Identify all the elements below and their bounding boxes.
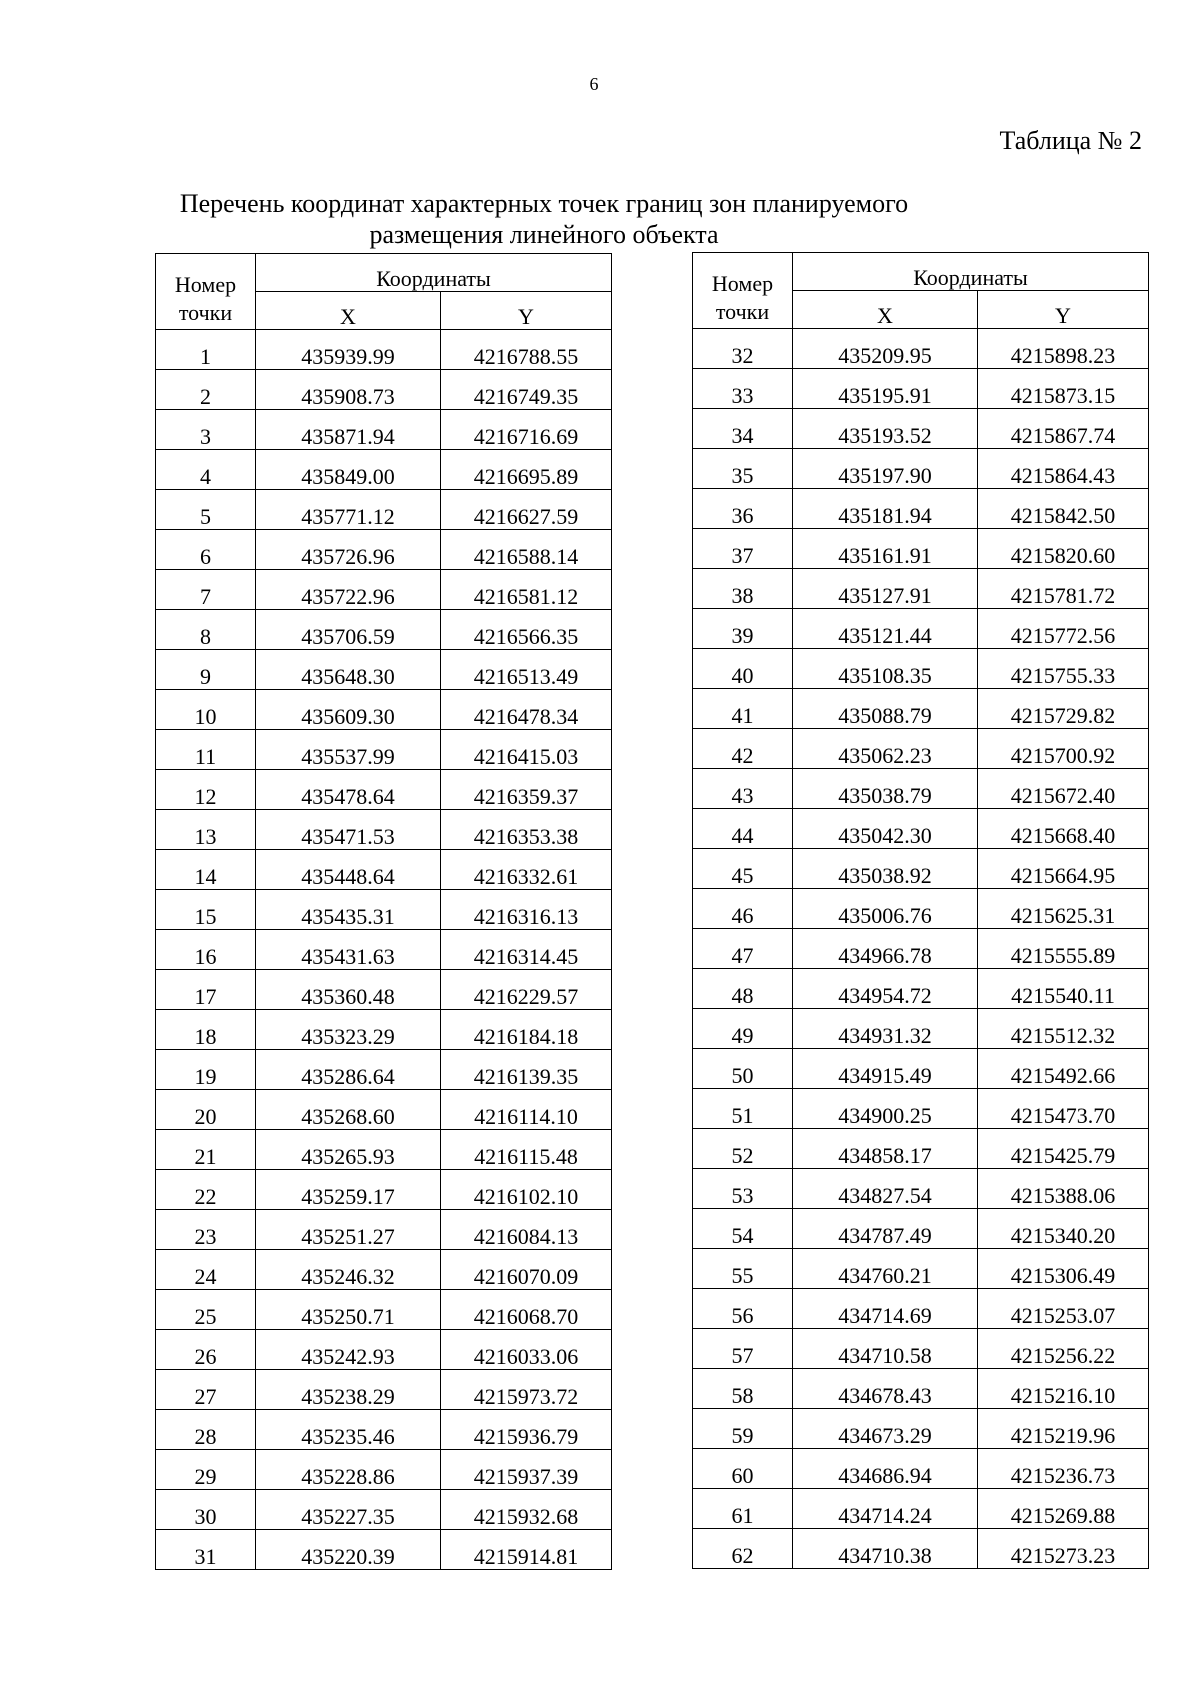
table-row <box>693 1409 1149 1449</box>
point-number-cell: 17 <box>156 970 256 1010</box>
y-coordinate-cell: 4215625.31 <box>978 889 1149 929</box>
table-row <box>156 810 612 850</box>
x-coordinate-cell: 435323.29 <box>256 1010 441 1050</box>
x-coordinate-cell: 434710.38 <box>793 1529 978 1569</box>
table-row <box>156 370 612 410</box>
table-row <box>156 490 612 530</box>
point-number-cell: 53 <box>693 1169 793 1209</box>
point-number-cell: 61 <box>693 1489 793 1529</box>
point-number-cell: 1 <box>156 330 256 370</box>
table-row <box>693 529 1149 569</box>
y-coordinate-cell: 4215555.89 <box>978 929 1149 969</box>
table-row <box>693 809 1149 849</box>
point-number-cell: 4 <box>156 450 256 490</box>
table-row <box>156 1450 612 1490</box>
table-row <box>693 1369 1149 1409</box>
y-coordinate-cell: 4215340.20 <box>978 1209 1149 1249</box>
page-number: 6 <box>589 74 599 94</box>
point-number-cell: 3 <box>156 410 256 450</box>
y-coordinate-cell: 4216033.06 <box>441 1330 612 1370</box>
x-coordinate-cell: 434858.17 <box>793 1129 978 1169</box>
x-coordinate-cell: 435238.29 <box>256 1370 441 1410</box>
x-coordinate-cell: 435251.27 <box>256 1210 441 1250</box>
x-coordinate-cell: 435478.64 <box>256 770 441 810</box>
x-coordinate-cell: 435286.64 <box>256 1050 441 1090</box>
y-coordinate-cell: 4215781.72 <box>978 569 1149 609</box>
x-coordinate-cell: 435220.39 <box>256 1530 441 1570</box>
x-coordinate-cell: 435471.53 <box>256 810 441 850</box>
x-coordinate-cell: 434787.49 <box>793 1209 978 1249</box>
point-number-cell: 34 <box>693 409 793 449</box>
point-number-header <box>693 253 793 329</box>
x-coordinate-cell: 435849.00 <box>256 450 441 490</box>
point-number-cell: 54 <box>693 1209 793 1249</box>
y-coordinate-cell: 4215755.33 <box>978 649 1149 689</box>
table-row <box>156 930 612 970</box>
table-row <box>156 970 612 1010</box>
point-number-cell: 38 <box>693 569 793 609</box>
y-coordinate-cell: 4216332.61 <box>441 850 612 890</box>
table-body-left <box>156 330 612 1570</box>
table-row <box>156 1410 612 1450</box>
x-coordinate-cell: 434673.29 <box>793 1409 978 1449</box>
point-number-cell: 35 <box>693 449 793 489</box>
point-number-cell: 45 <box>693 849 793 889</box>
y-coordinate-cell: 4216581.12 <box>441 570 612 610</box>
x-coordinate-cell: 434714.69 <box>793 1289 978 1329</box>
y-coordinate-cell: 4216627.59 <box>441 490 612 530</box>
x-coordinate-cell: 435062.23 <box>793 729 978 769</box>
x-coordinate-cell: 435193.52 <box>793 409 978 449</box>
table-row <box>156 850 612 890</box>
x-coordinate-cell: 435246.32 <box>256 1250 441 1290</box>
table-row <box>693 409 1149 449</box>
y-coordinate-cell: 4216139.35 <box>441 1050 612 1090</box>
table-row <box>156 690 612 730</box>
point-number-cell: 43 <box>693 769 793 809</box>
x-coordinate-cell: 435648.30 <box>256 650 441 690</box>
y-coordinate-cell: 4215492.66 <box>978 1049 1149 1089</box>
table-row <box>693 769 1149 809</box>
y-coordinate-cell: 4216566.35 <box>441 610 612 650</box>
table-row <box>156 890 612 930</box>
point-number-cell: 59 <box>693 1409 793 1449</box>
x-coordinate-cell: 435235.46 <box>256 1410 441 1450</box>
table-body-right <box>693 329 1149 1569</box>
y-coordinate-cell: 4215425.79 <box>978 1129 1149 1169</box>
point-number-header <box>156 254 256 330</box>
x-coordinate-cell: 435268.60 <box>256 1090 441 1130</box>
x-coordinate-cell: 435265.93 <box>256 1130 441 1170</box>
point-number-cell: 9 <box>156 650 256 690</box>
y-coordinate-cell: 4216415.03 <box>441 730 612 770</box>
table-row <box>156 1530 612 1570</box>
table-row <box>156 1210 612 1250</box>
table-row <box>693 329 1149 369</box>
point-number-cell: 14 <box>156 850 256 890</box>
point-number-cell: 27 <box>156 1370 256 1410</box>
y-coordinate-cell: 4215672.40 <box>978 769 1149 809</box>
table-row <box>693 569 1149 609</box>
y-coordinate-cell: 4215898.23 <box>978 329 1149 369</box>
table-row <box>693 729 1149 769</box>
x-coordinate-cell: 434915.49 <box>793 1049 978 1089</box>
x-coordinate-cell: 435209.95 <box>793 329 978 369</box>
point-number-cell: 10 <box>156 690 256 730</box>
y-coordinate-cell: 4215388.06 <box>978 1169 1149 1209</box>
y-coordinate-cell: 4216788.55 <box>441 330 612 370</box>
point-number-header-line-2: точки <box>715 299 770 324</box>
point-number-cell: 51 <box>693 1089 793 1129</box>
y-coordinate-cell: 4215932.68 <box>441 1490 612 1530</box>
point-number-cell: 49 <box>693 1009 793 1049</box>
y-coordinate-cell: 4216359.37 <box>441 770 612 810</box>
x-coordinate-cell: 434954.72 <box>793 969 978 1009</box>
y-coordinate-cell: 4215873.15 <box>978 369 1149 409</box>
y-coordinate-cell: 4215236.73 <box>978 1449 1149 1489</box>
table-row <box>156 570 612 610</box>
table-row <box>156 1010 612 1050</box>
title-line-2: размещения линейного объекта <box>369 220 719 249</box>
x-coordinate-cell: 435360.48 <box>256 970 441 1010</box>
table-row <box>693 369 1149 409</box>
x-coordinate-cell: 435871.94 <box>256 410 441 450</box>
table-row <box>156 1330 612 1370</box>
y-coordinate-cell: 4215820.60 <box>978 529 1149 569</box>
x-coordinate-cell: 434686.94 <box>793 1449 978 1489</box>
point-number-cell: 31 <box>156 1530 256 1570</box>
x-coordinate-cell: 435706.59 <box>256 610 441 650</box>
table-row <box>156 610 612 650</box>
y-coordinate-cell: 4215219.96 <box>978 1409 1149 1449</box>
table-row <box>693 1209 1149 1249</box>
y-coordinate-cell: 4215772.56 <box>978 609 1149 649</box>
x-coordinate-cell: 435448.64 <box>256 850 441 890</box>
table-row <box>156 650 612 690</box>
table-row <box>693 849 1149 889</box>
point-number-cell: 7 <box>156 570 256 610</box>
table-row <box>156 1250 612 1290</box>
y-coordinate-cell: 4215700.92 <box>978 729 1149 769</box>
table-row <box>156 1290 612 1330</box>
point-number-cell: 2 <box>156 370 256 410</box>
table-row <box>156 1370 612 1410</box>
x-coordinate-cell: 435431.63 <box>256 930 441 970</box>
y-coordinate-cell: 4215216.10 <box>978 1369 1149 1409</box>
table-row <box>693 609 1149 649</box>
x-coordinate-cell: 435259.17 <box>256 1170 441 1210</box>
point-number-cell: 24 <box>156 1250 256 1290</box>
x-coordinate-cell: 435722.96 <box>256 570 441 610</box>
y-coordinate-cell: 4215867.74 <box>978 409 1149 449</box>
point-number-cell: 15 <box>156 890 256 930</box>
point-number-cell: 62 <box>693 1529 793 1569</box>
x-coordinate-cell: 435195.91 <box>793 369 978 409</box>
x-coordinate-cell: 435127.91 <box>793 569 978 609</box>
point-number-cell: 47 <box>693 929 793 969</box>
point-number-cell: 6 <box>156 530 256 570</box>
y-coordinate-cell: 4215973.72 <box>441 1370 612 1410</box>
point-number-cell: 58 <box>693 1369 793 1409</box>
y-coordinate-cell: 4216316.13 <box>441 890 612 930</box>
table-row <box>156 410 612 450</box>
x-coordinate-cell: 435250.71 <box>256 1290 441 1330</box>
x-coordinate-cell: 434710.58 <box>793 1329 978 1369</box>
y-coordinate-cell: 4216716.69 <box>441 410 612 450</box>
table-row <box>156 770 612 810</box>
y-coordinate-cell: 4215512.32 <box>978 1009 1149 1049</box>
point-number-cell: 12 <box>156 770 256 810</box>
point-number-cell: 22 <box>156 1170 256 1210</box>
y-coordinate-cell: 4215269.88 <box>978 1489 1149 1529</box>
x-coordinate-cell: 435088.79 <box>793 689 978 729</box>
y-coordinate-cell: 4215864.43 <box>978 449 1149 489</box>
point-number-cell: 19 <box>156 1050 256 1090</box>
x-header: X <box>256 292 441 330</box>
y-coordinate-cell: 4216749.35 <box>441 370 612 410</box>
table-row <box>693 1009 1149 1049</box>
y-coordinate-cell: 4215253.07 <box>978 1289 1149 1329</box>
x-coordinate-cell: 435197.90 <box>793 449 978 489</box>
point-number-cell: 18 <box>156 1010 256 1050</box>
table-row <box>693 1049 1149 1089</box>
table-row <box>156 730 612 770</box>
y-coordinate-cell: 4216695.89 <box>441 450 612 490</box>
table-row <box>156 530 612 570</box>
point-number-cell: 37 <box>693 529 793 569</box>
y-coordinate-cell: 4216314.45 <box>441 930 612 970</box>
table-row <box>156 1130 612 1170</box>
table-label: Таблица № 2 <box>999 126 1142 155</box>
point-number-cell: 23 <box>156 1210 256 1250</box>
coordinates-table-right <box>692 252 1149 1569</box>
point-number-cell: 21 <box>156 1130 256 1170</box>
y-coordinate-cell: 4216353.38 <box>441 810 612 850</box>
y-coordinate-cell: 4216229.57 <box>441 970 612 1010</box>
x-coordinate-cell: 434760.21 <box>793 1249 978 1289</box>
x-coordinate-cell: 435108.35 <box>793 649 978 689</box>
table-row <box>693 1489 1149 1529</box>
x-coordinate-cell: 435121.44 <box>793 609 978 649</box>
table-row <box>693 489 1149 529</box>
table-row <box>693 969 1149 1009</box>
y-coordinate-cell: 4216588.14 <box>441 530 612 570</box>
y-coordinate-cell: 4216102.10 <box>441 1170 612 1210</box>
table-row <box>693 889 1149 929</box>
point-number-cell: 36 <box>693 489 793 529</box>
y-coordinate-cell: 4215936.79 <box>441 1410 612 1450</box>
x-coordinate-cell: 434714.24 <box>793 1489 978 1529</box>
x-coordinate-cell: 435161.91 <box>793 529 978 569</box>
table-row <box>156 1050 612 1090</box>
point-number-header-line-1: Номер <box>174 272 237 297</box>
document-title <box>24 188 1064 250</box>
point-number-cell: 13 <box>156 810 256 850</box>
y-coordinate-cell: 4215473.70 <box>978 1089 1149 1129</box>
point-number-cell: 26 <box>156 1330 256 1370</box>
x-coordinate-cell: 435908.73 <box>256 370 441 410</box>
x-coordinate-cell: 434678.43 <box>793 1369 978 1409</box>
coordinates-table-left <box>155 253 612 1570</box>
point-number-cell: 56 <box>693 1289 793 1329</box>
y-coordinate-cell: 4216070.09 <box>441 1250 612 1290</box>
y-coordinate-cell: 4215842.50 <box>978 489 1149 529</box>
point-number-cell: 33 <box>693 369 793 409</box>
point-number-cell: 28 <box>156 1410 256 1450</box>
y-coordinate-cell: 4216184.18 <box>441 1010 612 1050</box>
point-number-cell: 16 <box>156 930 256 970</box>
x-coordinate-cell: 435726.96 <box>256 530 441 570</box>
point-number-cell: 42 <box>693 729 793 769</box>
point-number-cell: 44 <box>693 809 793 849</box>
point-number-cell: 11 <box>156 730 256 770</box>
y-coordinate-cell: 4216513.49 <box>441 650 612 690</box>
y-header: Y <box>978 291 1149 329</box>
y-coordinate-cell: 4215937.39 <box>441 1450 612 1490</box>
x-coordinate-cell: 434900.25 <box>793 1089 978 1129</box>
x-coordinate-cell: 435006.76 <box>793 889 978 929</box>
y-coordinate-cell: 4215914.81 <box>441 1530 612 1570</box>
table-row <box>693 1529 1149 1569</box>
y-coordinate-cell: 4215664.95 <box>978 849 1149 889</box>
table-row <box>156 1170 612 1210</box>
point-number-cell: 46 <box>693 889 793 929</box>
point-number-cell: 55 <box>693 1249 793 1289</box>
y-coordinate-cell: 4215668.40 <box>978 809 1149 849</box>
point-number-cell: 20 <box>156 1090 256 1130</box>
y-coordinate-cell: 4216084.13 <box>441 1210 612 1250</box>
table-row <box>693 1089 1149 1129</box>
x-header: X <box>793 291 978 329</box>
table-row <box>156 330 612 370</box>
coordinates-header: Координаты <box>256 254 612 292</box>
point-number-cell: 52 <box>693 1129 793 1169</box>
y-coordinate-cell: 4216114.10 <box>441 1090 612 1130</box>
point-number-cell: 29 <box>156 1450 256 1490</box>
table-row <box>156 1090 612 1130</box>
table-row <box>693 1449 1149 1489</box>
table-row <box>693 689 1149 729</box>
point-number-cell: 40 <box>693 649 793 689</box>
y-coordinate-cell: 4216115.48 <box>441 1130 612 1170</box>
point-number-cell: 25 <box>156 1290 256 1330</box>
x-coordinate-cell: 434931.32 <box>793 1009 978 1049</box>
table-row <box>156 450 612 490</box>
point-number-cell: 57 <box>693 1329 793 1369</box>
x-coordinate-cell: 435242.93 <box>256 1330 441 1370</box>
x-coordinate-cell: 435227.35 <box>256 1490 441 1530</box>
point-number-cell: 41 <box>693 689 793 729</box>
point-number-cell: 8 <box>156 610 256 650</box>
x-coordinate-cell: 435038.92 <box>793 849 978 889</box>
x-coordinate-cell: 435038.79 <box>793 769 978 809</box>
point-number-cell: 32 <box>693 329 793 369</box>
point-number-cell: 30 <box>156 1490 256 1530</box>
point-number-cell: 39 <box>693 609 793 649</box>
point-number-cell: 60 <box>693 1449 793 1489</box>
x-coordinate-cell: 435771.12 <box>256 490 441 530</box>
x-coordinate-cell: 435609.30 <box>256 690 441 730</box>
point-number-header-line-2: точки <box>178 300 233 325</box>
x-coordinate-cell: 435181.94 <box>793 489 978 529</box>
x-coordinate-cell: 435435.31 <box>256 890 441 930</box>
table-row <box>693 1169 1149 1209</box>
point-number-cell: 50 <box>693 1049 793 1089</box>
y-coordinate-cell: 4215273.23 <box>978 1529 1149 1569</box>
y-coordinate-cell: 4215306.49 <box>978 1249 1149 1289</box>
title-line-1: Перечень координат характерных точек границ зон планируемого <box>179 189 909 218</box>
coordinates-header: Координаты <box>793 253 1149 291</box>
table-row <box>156 1490 612 1530</box>
y-header: Y <box>441 292 612 330</box>
x-coordinate-cell: 434827.54 <box>793 1169 978 1209</box>
table-row <box>693 649 1149 689</box>
x-coordinate-cell: 435228.86 <box>256 1450 441 1490</box>
y-coordinate-cell: 4215729.82 <box>978 689 1149 729</box>
y-coordinate-cell: 4216478.34 <box>441 690 612 730</box>
x-coordinate-cell: 435939.99 <box>256 330 441 370</box>
y-coordinate-cell: 4215540.11 <box>978 969 1149 1009</box>
x-coordinate-cell: 434966.78 <box>793 929 978 969</box>
table-row <box>693 449 1149 489</box>
x-coordinate-cell: 435042.30 <box>793 809 978 849</box>
y-coordinate-cell: 4216068.70 <box>441 1290 612 1330</box>
table-row <box>693 1289 1149 1329</box>
point-number-header-line-1: Номер <box>711 271 774 296</box>
table-row <box>693 1329 1149 1369</box>
table-row <box>693 929 1149 969</box>
point-number-cell: 5 <box>156 490 256 530</box>
point-number-cell: 48 <box>693 969 793 1009</box>
y-coordinate-cell: 4215256.22 <box>978 1329 1149 1369</box>
table-row <box>693 1129 1149 1169</box>
table-row <box>693 1249 1149 1289</box>
x-coordinate-cell: 435537.99 <box>256 730 441 770</box>
